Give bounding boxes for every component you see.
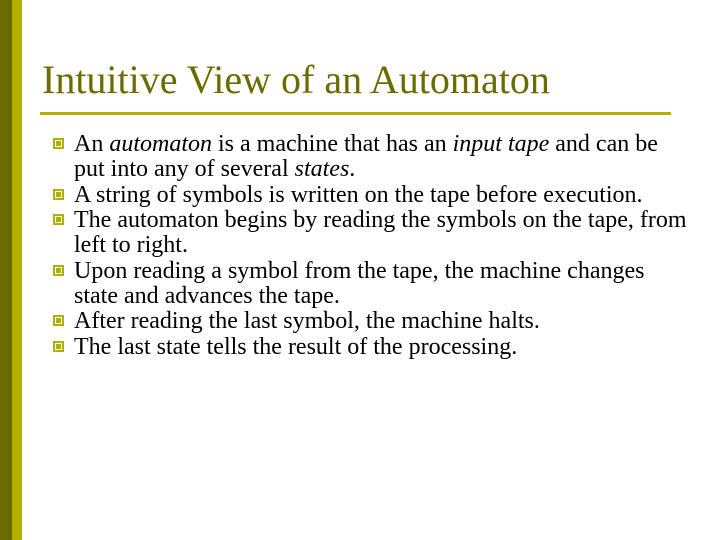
bullet-text bbox=[74, 309, 693, 334]
bullet-text bbox=[74, 183, 693, 208]
emphasized-term: input tape bbox=[452, 131, 550, 157]
bullet-text bbox=[74, 259, 693, 309]
text-segment: An bbox=[74, 131, 110, 157]
bullet-item bbox=[53, 208, 693, 258]
bullet-list bbox=[53, 132, 693, 360]
square-bullet-icon bbox=[53, 214, 64, 225]
text-segment: Upon reading a symbol from the tape, the machine changes state and advances the tape. bbox=[74, 257, 645, 309]
bullet-item bbox=[53, 309, 693, 334]
text-segment: . bbox=[349, 156, 356, 182]
square-bullet-icon bbox=[53, 341, 64, 352]
text-segment: and can be put into any of several bbox=[74, 131, 658, 182]
bullet-text bbox=[74, 208, 693, 258]
bullet-item bbox=[53, 259, 693, 309]
sidebar-accent-light bbox=[12, 0, 22, 540]
square-bullet-icon bbox=[53, 138, 64, 149]
square-bullet-icon bbox=[53, 189, 64, 200]
square-bullet-icon bbox=[53, 315, 64, 326]
text-segment: After reading the last symbol, the machine halts. bbox=[74, 308, 540, 334]
text-segment: is a machine that has an bbox=[212, 131, 453, 157]
bullet-item bbox=[53, 132, 693, 182]
bullet-text bbox=[74, 132, 693, 182]
sidebar-accent-dark bbox=[0, 0, 12, 540]
title-underline bbox=[40, 112, 671, 115]
emphasized-term: states bbox=[294, 156, 350, 182]
bullet-text bbox=[74, 335, 693, 360]
emphasized-term: automaton bbox=[109, 131, 213, 157]
square-bullet-icon bbox=[53, 265, 64, 276]
text-segment: The last state tells the result of the processing. bbox=[74, 333, 518, 360]
text-segment: A string of symbols is written on the tape before execution. bbox=[74, 181, 643, 208]
bullet-item bbox=[53, 335, 693, 360]
bullet-item bbox=[53, 183, 693, 208]
slide-title: Intuitive View of an Automaton bbox=[42, 57, 550, 102]
text-segment: The automaton begins by reading the symbols on the tape, from left to right. bbox=[74, 207, 687, 258]
